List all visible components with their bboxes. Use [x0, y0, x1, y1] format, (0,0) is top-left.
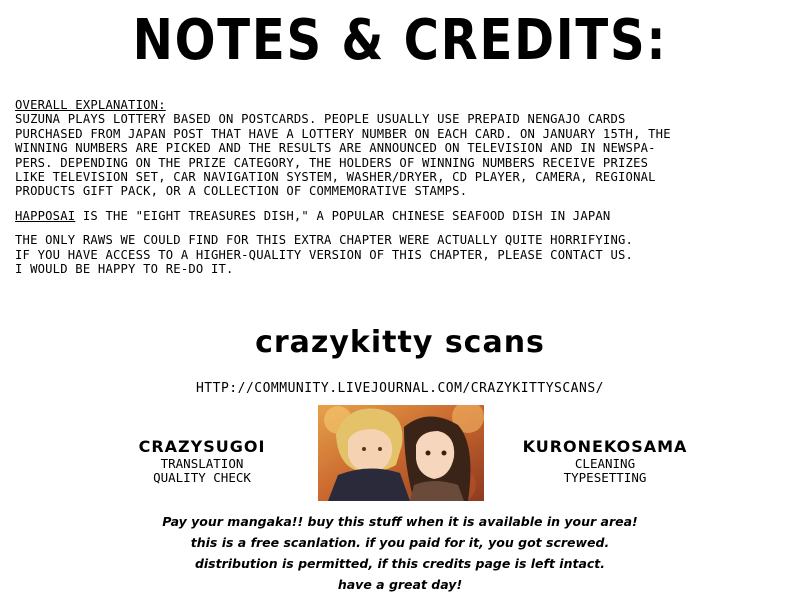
- happosai-note: [15, 209, 790, 223]
- happosai-text: IS THE "EIGHT TREASURES DISH," A POPULAR CHINESE SEAFOOD DISH IN JAPAN: [75, 208, 611, 223]
- manga-artwork: [318, 405, 484, 501]
- group-name: crazykitty scans: [255, 325, 545, 360]
- credit-name: KURONEKOSAMA: [522, 437, 688, 456]
- raws-note: [15, 233, 790, 276]
- credit-kuronekosama: [505, 437, 705, 485]
- overall-explanation: [15, 98, 790, 199]
- note-line: IF YOU HAVE ACCESS TO A HIGHER-QUALITY VERSION OF THIS CHAPTER, PLEASE CONTACT US.: [15, 247, 634, 262]
- note-line: PERS. DEPENDING ON THE PRIZE CATEGORY, THE HOLDERS OF WINNING NUMBERS RECEIVE PRIZES: [15, 155, 649, 170]
- note-line: WINNING NUMBERS ARE PICKED AND THE RESULTS ARE ANNOUNCED ON TELEVISION AND IN NEWSPA-: [15, 141, 656, 156]
- credit-crazysugoi: [102, 437, 302, 485]
- footer-line: this is a free scanlation. if you paid for it, you got screwed.: [190, 535, 610, 550]
- credit-role: TRANSLATION: [160, 456, 244, 471]
- notes-section: [15, 98, 790, 286]
- happosai-term: HAPPOSAI: [15, 208, 76, 223]
- overall-heading: OVERALL EXPLANATION:: [15, 98, 166, 112]
- footer-line: have a great day!: [337, 577, 463, 592]
- note-line: THE ONLY RAWS WE COULD FIND FOR THIS EXTRA CHAPTER WERE ACTUALLY QUITE HORRIFYING.: [15, 233, 634, 248]
- note-line: SUZUNA PLAYS LOTTERY BASED ON POSTCARDS. PEOPLE USUALLY USE PREPAID NENGAJO CARDS: [15, 112, 626, 127]
- credit-role: QUALITY CHECK: [153, 470, 251, 485]
- note-line: PURCHASED FROM JAPAN POST THAT HAVE A LOTTERY NUMBER ON EACH CARD. ON JANUARY 15TH, THE: [15, 126, 671, 141]
- footer-notice: [0, 511, 800, 595]
- credit-name: CRAZYSUGOI: [138, 437, 266, 456]
- note-line: I WOULD BE HAPPY TO RE-DO IT.: [15, 262, 234, 277]
- page-title: NOTES & CREDITS:: [132, 8, 668, 73]
- credit-role: CLEANING: [574, 456, 636, 471]
- note-line: LIKE TELEVISION SET, CAR NAVIGATION SYSTEM, WASHER/DRYER, CD PLAYER, CAMERA, REGIONAL: [15, 170, 656, 185]
- credit-role: TYPESETTING: [563, 470, 647, 485]
- footer-line: Pay your mangaka!! buy this stuff when it is available in your area!: [162, 514, 638, 529]
- note-line: PRODUCTS GIFT PACK, OR A COLLECTION OF COMMEMORATIVE STAMPS.: [15, 184, 468, 199]
- footer-line: distribution is permitted, if this credits page is left intact.: [194, 556, 606, 571]
- group-url: HTTP://COMMUNITY.LIVEJOURNAL.COM/CRAZYKITTYSCANS/: [195, 381, 604, 396]
